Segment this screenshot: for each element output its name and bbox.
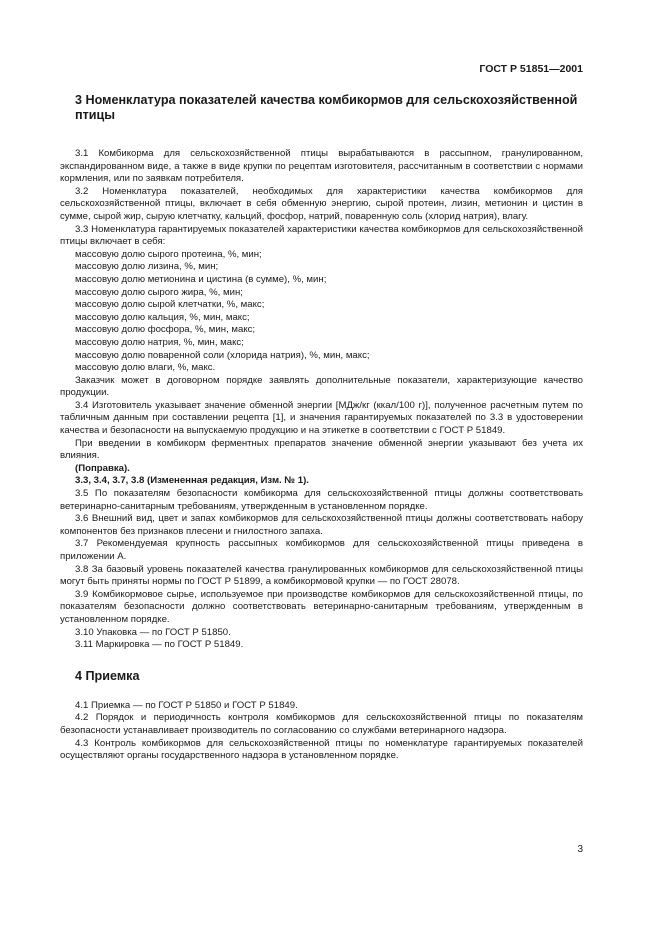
section-3-title: 3 Номенклатура показателей качества комбикормов для сельскохозяйственной птицы [75,93,578,122]
paragraph-3-3: 3.3 Номенклатура гарантируемых показателей характеристики качества комбикормов для сельскохозяйственной птицы включает в себя: [60,223,583,248]
section-4-title: 4 Приемка [75,668,140,683]
paragraph-3-2: 3.2 Номенклатура показателей, необходимых для характеристики качества комбикормов для сельскохозяйственной птицы, включает в себя обменную энергию, сырой протеин, лизин, метионин и цистин в сумме, сырой жир, сырую клетчатку, кальций, фосфор, натрий, поваренную соль (хлорид натрия), влагу. [60,185,583,222]
paragraph-3-4: 3.4 Изготовитель указывает значение обменной энергии [МДж/кг (ккал/100 г)], полученное расчетным путем по табличным данным при составлении рецепта [1], и значения гарантируемых показателей по 3.3 в удостоверении качества и безопасности на выпускаемую продукцию и на этикетке в соответствии с ГОСТ Р 51849. [60,399,583,437]
list-item: массовую долю фосфора, %, мин, макс; [75,324,256,336]
paragraph-3-11: 3.11 Маркировка — по ГОСТ Р 51849. [75,639,244,651]
paragraph-enzymes: При введении в комбикорм ферментных препаратов значение обменной энергии указывают без учета их влияния. [60,437,583,462]
page-content [60,90,583,763]
list-item: массовую долю сырого протеина, %, мин; [75,248,262,260]
paragraph-3-6: 3.6 Внешний вид, цвет и запах комбикормов для сельскохозяйственной птицы должны соответствовать набору компонентов без признаков плесени и гнилостного запаха. [60,513,583,537]
paragraph-3-5: 3.5 По показателям безопасности комбикорма для сельскохозяйственной птицы должны соответствовать ветеринарно-санитарным требованиям, утвержденным в установленном порядке. [60,488,583,512]
amendment-note: (Поправка). [75,462,130,474]
paragraph-customer: Заказчик может в договорном порядке заявлять дополнительные показатели, характеризующие качество продукции. [60,374,583,399]
paragraph-4-3: 4.3 Контроль комбикормов для сельскохозяйственной птицы по номенклатуре гарантируемых показателей осуществляют органы государственного надзора в установленном порядке. [60,737,583,762]
paragraph-3-9: 3.9 Комбикормовое сырье, используемое при производстве комбикормов для сельскохозяйственной птицы, по показателям безопасности должно соответствовать ветеринарно-санитарным требованиям, утвержденным в установленном порядке. [60,588,583,625]
page-number: 3 [577,844,583,855]
paragraph-3-1: 3.1 Комбикорма для сельскохозяйственной птицы вырабатываются в рассыпном, гранулированном, экспандированном виде, а также в виде крупки по рецептам изготовителя, рассчитанным в соответствии с нормами кормления, или по заявкам потребителя. [60,148,583,185]
list-item: массовую долю кальция, %, мин, макс; [75,311,250,323]
list-item: массовую долю лизина, %, мин; [75,261,219,273]
paragraph-3-10: 3.10 Упаковка — по ГОСТ Р 51850. [75,626,231,638]
list-item: массовую долю метионина и цистина (в сумме), %, мин; [75,273,327,285]
list-item: массовую долю сырой клетчатки, %, макс; [75,299,265,311]
list-item: массовую долю сырого жира, %, мин; [75,286,243,298]
list-item: массовую долю влаги, %, макс. [75,362,216,374]
paragraph-3-7: 3.7 Рекомендуемая крупность рассыпных комбикормов для сельскохозяйственной птицы приведена в приложении А. [60,538,583,562]
paragraph-4-1: 4.1 Приемка — по ГОСТ Р 51850 и ГОСТ Р 51849. [75,699,298,711]
list-item: массовую долю натрия, %, мин, макс; [75,336,244,348]
paragraph-4-2: 4.2 Порядок и периодичность контроля комбикормов для сельскохозяйственной птицы по показателям безопасности устанавливает производитель по согласованию со службами ветеринарного надзора. [60,712,583,736]
standard-header: ГОСТ Р 51851—2001 [479,63,583,75]
list-item: массовую долю поваренной соли (хлорида натрия), %, мин, макс; [75,349,370,361]
paragraph-3-8: 3.8 За базовый уровень показателей качества гранулированных комбикормов для сельскохозяйственной птицы могут быть приняты нормы по ГОСТ Р 51899, а комбикормовой крупки — по ГОСТ 28078. [60,563,583,588]
revision-note: 3.3, 3.4, 3.7, 3.8 (Измененная редакция, Изм. № 1). [75,475,309,487]
